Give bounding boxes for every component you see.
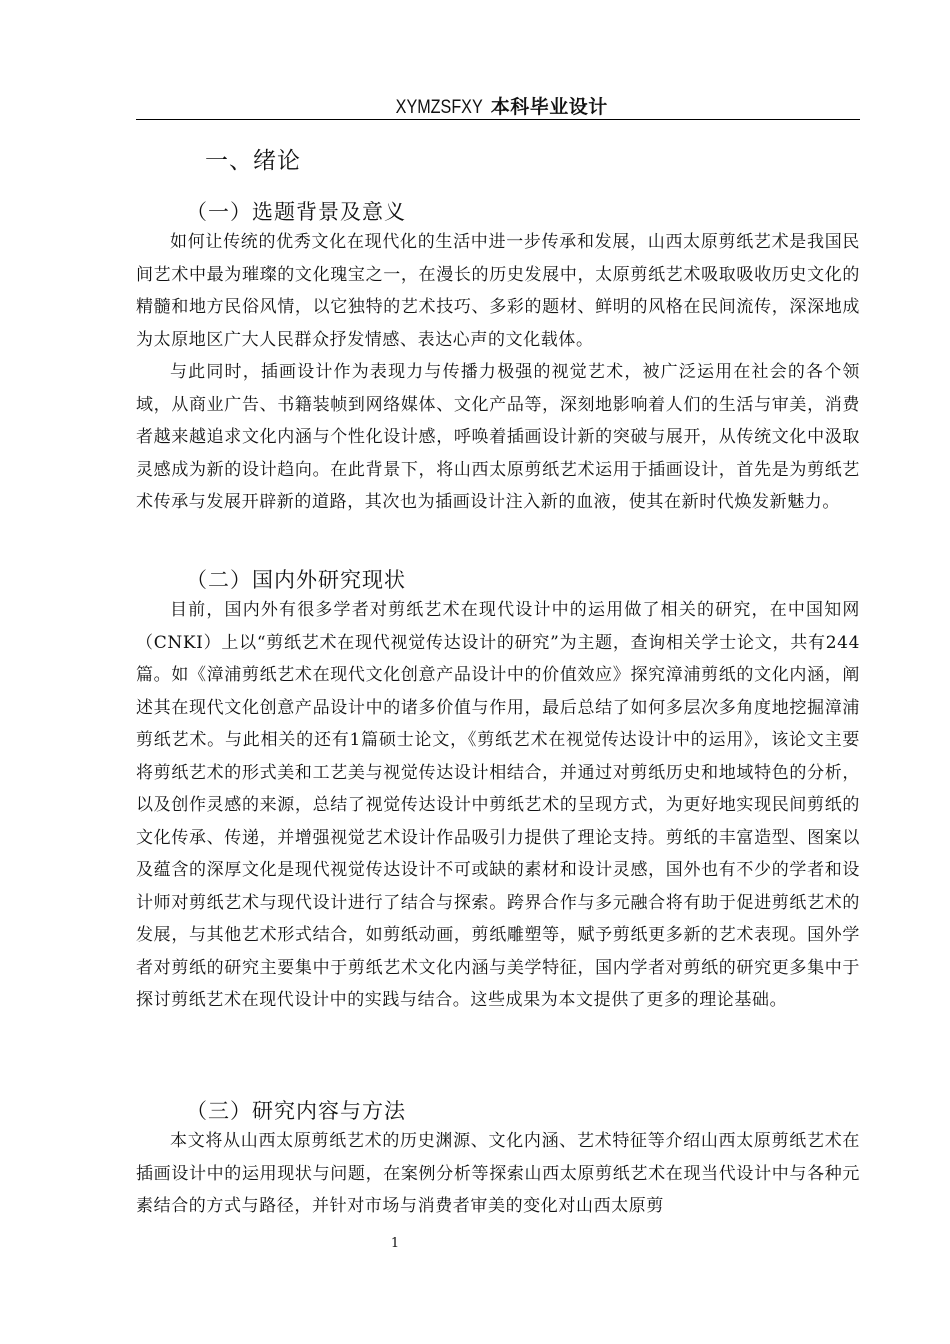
header-rule	[136, 119, 860, 120]
paragraph: 如何让传统的优秀文化在现代化的生活中进一步传承和发展，山西太原剪纸艺术是我国民间艺术中最为璀璨的文化瑰宝之一，在漫长的历史发展中，太原剪纸艺术吸取吸收历史文化的精髓和地方民俗风情，以它独特的艺术技巧、多彩的题材、鲜明的风格在民间流传，深深地成为太原地区广大人民群众抒发情感、表达心声的文化载体。	[136, 232, 860, 350]
section-heading-3: （三）研究内容与方法	[186, 1099, 406, 1123]
header-title: 本科毕业设计	[490, 96, 608, 118]
section-heading-1: （一）选题背景及意义	[186, 200, 406, 224]
section-heading-2: （二）国内外研究现状	[186, 568, 406, 592]
paragraph: 与此同时，插画设计作为表现力与传播力极强的视觉艺术，被广泛运用在社会的各个领域，从商业广告、书籍装帧到网络媒体、文化产品等，深刻地影响着人们的生活与审美，消费者越来越追求文化内涵与个性化设计感，呼唤着插画设计新的突破与展开，从传统文化中汲取灵感成为新的设计趋向。在此背景下，将山西太原剪纸艺术运用于插画设计，首先是为剪纸艺术传承与发展开辟新的道路，其次也为插画设计注入新的血液，使其在新时代焕发新魅力。	[136, 362, 860, 512]
paragraph: 本文将从山西太原剪纸艺术的历史渊源、文化内涵、艺术特征等介绍山西太原剪纸艺术在插画设计中的运用现状与问题，在案例分析等探索山西太原剪纸艺术在现当代设计中与各种元素结合的方式与路径，并针对市场与消费者审美的变化对山西太原剪	[136, 1131, 860, 1216]
running-header	[136, 92, 860, 119]
header-school-code: XYMZSFXY	[395, 97, 484, 118]
paragraph: 目前，国内外有很多学者对剪纸艺术在现代设计中的运用做了相关的研究，在中国知网（CNKI）上以“剪纸艺术在现代视觉传达设计的研究”为主题，查询相关学士论文，共有244篇。如《漳浦剪纸艺术在现代文化创意产品设计中的价值效应》探究漳浦剪纸的文化内涵，阐述其在现代文化创意产品设计中的诸多价值与作用，最后总结了如何多层次多角度地挖掘漳浦剪纸艺术。与此相关的还有1篇硕士论文，《剪纸艺术在视觉传达设计中的运用》，该论文主要将剪纸艺术的形式美和工艺美与视觉传达设计相结合，并通过对剪纸历史和地域特色的分析，以及创作灵感的来源，总结了视觉传达设计中剪纸艺术的呈现方式，为更好地实现民间剪纸的文化传承、传递，并增强视觉艺术设计作品吸引力提供了理论支持。剪纸的丰富造型、图案以及蕴含的深厚文化是现代视觉传达设计不可或缺的素材和设计灵感，国外也有不少的学者和设计师对剪纸艺术与现代设计进行了结合与探索。跨界合作与多元融合将有助于促进剪纸艺术的发展，与其他艺术形式结合，如剪纸动画，剪纸雕塑等，赋予剪纸更多新的艺术表现。国外学者对剪纸的研究主要集中于剪纸艺术文化内涵与美学特征，国内学者对剪纸的研究更多集中于探讨剪纸艺术在现代设计中的实践与结合。这些成果为本文提供了更多的理论基础。	[136, 600, 860, 1010]
chapter-heading: 一、绪论	[205, 148, 301, 174]
page-number: 1	[390, 1236, 400, 1251]
